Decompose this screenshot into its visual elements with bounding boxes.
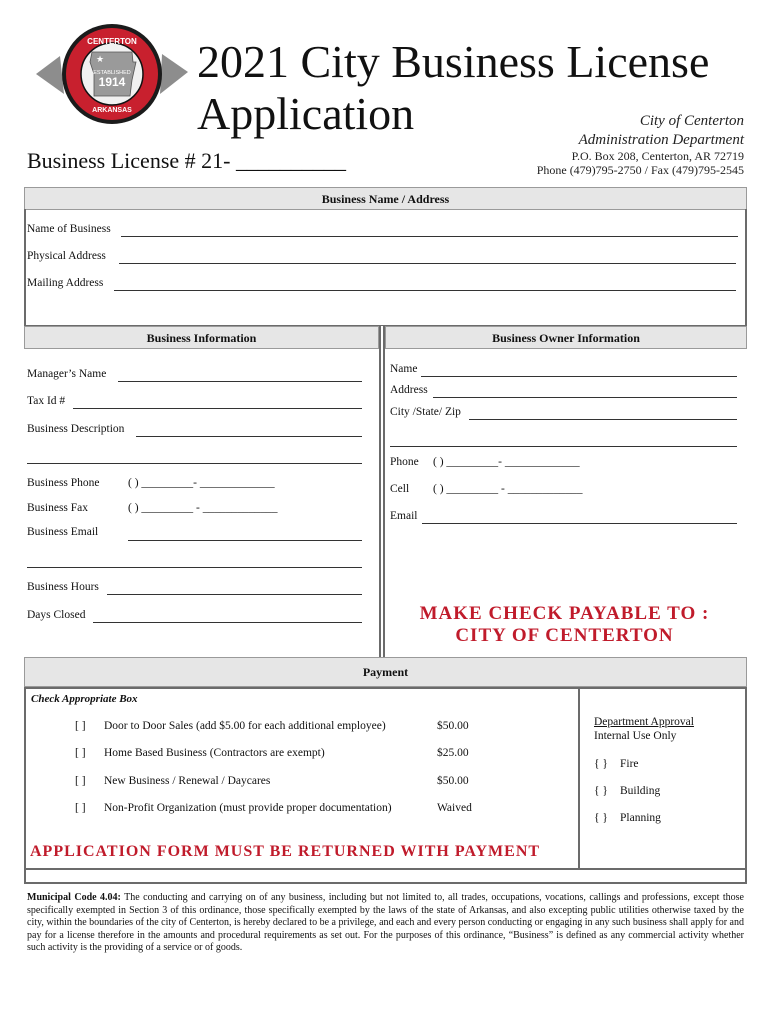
days-closed-label: Days Closed <box>27 609 86 621</box>
home-based-label: Home Based Business (Contractors are exempt) <box>104 747 325 759</box>
owner-city-field[interactable] <box>469 419 737 420</box>
svg-text:★: ★ <box>96 55 105 65</box>
home-based-checkbox[interactable]: [ ] <box>75 747 86 759</box>
owner-city-label: City /State/ Zip <box>390 406 461 418</box>
department-approval-title: Department Approval <box>594 716 694 728</box>
owner-name-field[interactable] <box>421 376 737 377</box>
municipal-code-body: The conducting and carrying on of any business, including but not limited to, all trades, occupations, vocations, callings and professions, except those specifically exempted in Section 3 of this ordinance, those specifically exempted by the laws of the state of Arkansas, and also excepting public utilities otherwise taxed by the city, within the boundaries of the city of Centerton, is hereby declared to be a privilege, and each and every person conducting or engaging in any such business shall apply for and pay for a license therefore in the amounts and procedural requirements as set out. For the purposes of this ordinance, “Business” is defined as any commercial activity whether such activity is the providing of a service or of goods. <box>27 892 744 953</box>
new-business-checkbox[interactable]: [ ] <box>75 775 86 787</box>
business-email-field-2[interactable] <box>27 567 362 568</box>
manager-name-field[interactable] <box>118 381 362 382</box>
business-email-label: Business Email <box>27 526 99 538</box>
fire-approval-label: Fire <box>620 758 639 770</box>
svg-text:1914: 1914 <box>98 75 126 89</box>
section-business-info: Business Information <box>24 326 379 349</box>
section-payment: Payment <box>24 657 747 687</box>
svg-text:CENTERTON: CENTERTON <box>87 37 137 46</box>
door-to-door-checkbox[interactable]: [ ] <box>75 720 86 732</box>
check-box-label: Check Appropriate Box <box>31 693 138 705</box>
city-contact: P.O. Box 208, Centerton, AR 72719 Phone (479)795-2750 / Fax (479)795-2545 <box>536 149 744 177</box>
planning-approval-label: Planning <box>620 812 661 824</box>
business-description-field[interactable] <box>136 436 362 437</box>
svg-text:ARKANSAS: ARKANSAS <box>92 107 132 114</box>
mailing-address-field[interactable] <box>114 290 736 291</box>
planning-approval-checkbox[interactable]: { } <box>594 812 608 824</box>
municipal-code-text <box>27 892 744 955</box>
business-description-label: Business Description <box>27 423 125 435</box>
owner-email-field[interactable] <box>422 523 737 524</box>
owner-email-label: Email <box>390 510 418 522</box>
name-address-box <box>24 209 747 327</box>
city-seal-logo <box>34 22 190 128</box>
municipal-code-label: Municipal Code 4.04: <box>27 892 121 903</box>
building-approval-label: Building <box>620 785 661 797</box>
payment-divider <box>578 689 580 868</box>
business-name-field[interactable] <box>121 236 738 237</box>
non-profit-checkbox[interactable]: [ ] <box>75 802 86 814</box>
mailing-address-label: Mailing Address <box>27 277 104 289</box>
business-hours-label: Business Hours <box>27 581 99 593</box>
return-with-payment-notice: APPLICATION FORM MUST BE RETURNED WITH PAYMENT <box>30 843 541 860</box>
business-phone-label: Business Phone <box>27 477 100 489</box>
home-based-fee: $25.00 <box>437 747 469 759</box>
check-payable-notice: MAKE CHECK PAYABLE TO : CITY OF CENTERTON <box>419 603 710 646</box>
owner-name-label: Name <box>390 363 418 375</box>
form-title: 2021 City Business License Application <box>197 36 710 139</box>
business-email-field[interactable] <box>128 540 362 541</box>
days-closed-field[interactable] <box>93 622 362 623</box>
section-name-address: Business Name / Address <box>24 187 747 210</box>
door-to-door-label: Door to Door Sales (add $5.00 for each additional employee) <box>104 720 386 732</box>
owner-city-field-2[interactable] <box>390 446 737 447</box>
physical-address-field[interactable] <box>119 263 736 264</box>
license-number: Business License # 21- __________ <box>27 148 346 173</box>
business-fax-field[interactable]: ( ) _________ - _____________ <box>128 502 278 514</box>
section-owner-info: Business Owner Information <box>385 326 747 349</box>
business-hours-field[interactable] <box>107 594 362 595</box>
owner-address-label: Address <box>390 384 428 396</box>
building-approval-checkbox[interactable]: { } <box>594 785 608 797</box>
manager-name-label: Manager’s Name <box>27 368 107 380</box>
business-description-field-2[interactable] <box>27 463 362 464</box>
physical-address-label: Physical Address <box>27 250 106 262</box>
owner-address-field[interactable] <box>433 397 737 398</box>
non-profit-label: Non-Profit Organization (must provide proper documentation) <box>104 802 392 814</box>
internal-use-label: Internal Use Only <box>594 730 677 742</box>
business-name-label: Name of Business <box>27 223 111 235</box>
city-department: City of Centerton Administration Department <box>578 113 744 148</box>
owner-phone-field[interactable]: ( ) _________- _____________ <box>433 456 580 468</box>
owner-cell-field[interactable]: ( ) _________ - _____________ <box>433 483 583 495</box>
door-to-door-fee: $50.00 <box>437 720 469 732</box>
owner-phone-label: Phone <box>390 456 419 468</box>
payment-bottom-line <box>26 868 745 870</box>
owner-cell-label: Cell <box>390 483 410 495</box>
new-business-fee: $50.00 <box>437 775 469 787</box>
tax-id-field[interactable] <box>73 408 362 409</box>
non-profit-fee: Waived <box>437 802 472 814</box>
column-divider <box>379 326 385 658</box>
svg-text:ESTABLISHED: ESTABLISHED <box>93 70 131 76</box>
new-business-label: New Business / Renewal / Daycares <box>104 775 271 787</box>
tax-id-label: Tax Id # <box>27 395 66 407</box>
fire-approval-checkbox[interactable]: { } <box>594 758 608 770</box>
business-phone-field[interactable]: ( ) _________- _____________ <box>128 477 275 489</box>
business-fax-label: Business Fax <box>27 502 89 514</box>
